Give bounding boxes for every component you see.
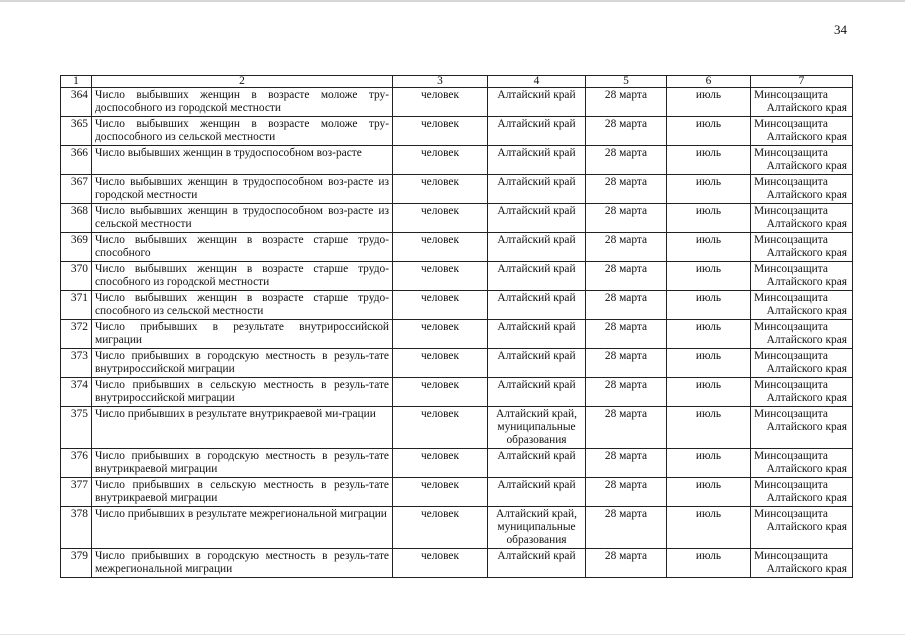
indicator-name-cell: Число прибывших в результате внутрикраевой ми-грации	[92, 407, 393, 449]
unit-cell: человек	[393, 233, 488, 262]
month-cell: июль	[667, 88, 751, 117]
month-cell: июль	[667, 233, 751, 262]
responsible-org-cell	[751, 507, 853, 549]
date-cell: 28 марта	[586, 449, 667, 478]
table-row	[61, 233, 853, 262]
unit-cell: человек	[393, 117, 488, 146]
table-row	[61, 291, 853, 320]
date-cell: 28 марта	[586, 204, 667, 233]
org-line-2: Алтайского края	[766, 189, 847, 201]
org-line-2: Алтайского края	[766, 463, 847, 475]
org-line-2: Алтайского края	[766, 363, 847, 375]
indicator-name-cell: Число выбывших женщин в трудоспособном воз-расте	[92, 146, 393, 175]
region-cell: Алтайский край	[488, 378, 586, 407]
date-cell: 28 марта	[586, 146, 667, 175]
org-line-1: Минсоцзащита	[754, 176, 828, 188]
org-line-1: Минсоцзащита	[754, 118, 828, 130]
header-col-1: 1	[61, 76, 92, 88]
row-number-cell: 373	[61, 349, 92, 378]
indicator-name-cell: Число выбывших женщин в трудоспособном воз-расте из городской местности	[92, 175, 393, 204]
month-cell: июль	[667, 449, 751, 478]
date-cell: 28 марта	[586, 291, 667, 320]
org-line-1: Минсоцзащита	[754, 292, 828, 304]
unit-cell: человек	[393, 478, 488, 507]
row-number-cell: 376	[61, 449, 92, 478]
date-cell: 28 марта	[586, 507, 667, 549]
indicator-name-cell: Число выбывших женщин в возрасте моложе тру-доспособного из городской местности	[92, 88, 393, 117]
org-line-1: Минсоцзащита	[754, 147, 828, 159]
org-line-1: Минсоцзащита	[754, 234, 828, 246]
org-line-1: Минсоцзащита	[754, 263, 828, 275]
date-cell: 28 марта	[586, 233, 667, 262]
header-col-3: 3	[393, 76, 488, 88]
org-line-2: Алтайского края	[766, 334, 847, 346]
header-col-6: 6	[667, 76, 751, 88]
responsible-org-cell	[751, 175, 853, 204]
month-cell: июль	[667, 349, 751, 378]
bottom-scan-edge	[0, 634, 905, 635]
org-line-1: Минсоцзащита	[754, 508, 828, 520]
responsible-org-cell	[751, 262, 853, 291]
region-cell: Алтайский край	[488, 175, 586, 204]
org-line-1: Минсоцзащита	[754, 408, 828, 420]
row-number-cell: 377	[61, 478, 92, 507]
responsible-org-cell	[751, 88, 853, 117]
org-line-1: Минсоцзащита	[754, 379, 828, 391]
date-cell: 28 марта	[586, 117, 667, 146]
org-line-1: Минсоцзащита	[754, 479, 828, 491]
month-cell: июль	[667, 320, 751, 349]
region-cell: Алтайский край	[488, 449, 586, 478]
table-row	[61, 478, 853, 507]
indicator-name-cell: Число выбывших женщин в трудоспособном воз-расте из сельской местности	[92, 204, 393, 233]
region-cell: Алтайский край	[488, 117, 586, 146]
table-row	[61, 262, 853, 291]
indicator-name-cell: Число прибывших в городскую местность в резуль-тате межрегиональной миграции	[92, 549, 393, 578]
org-line-2: Алтайского края	[766, 218, 847, 230]
responsible-org-cell	[751, 378, 853, 407]
unit-cell: человек	[393, 320, 488, 349]
indicator-name-cell: Число выбывших женщин в возрасте старше трудо-способного из городской местности	[92, 262, 393, 291]
responsible-org-cell	[751, 407, 853, 449]
date-cell: 28 марта	[586, 478, 667, 507]
row-number-cell: 369	[61, 233, 92, 262]
unit-cell: человек	[393, 88, 488, 117]
unit-cell: человек	[393, 204, 488, 233]
month-cell: июль	[667, 117, 751, 146]
month-cell: июль	[667, 507, 751, 549]
responsible-org-cell	[751, 146, 853, 175]
org-line-2: Алтайского края	[766, 563, 847, 575]
table-row	[61, 407, 853, 449]
header-col-7: 7	[751, 76, 853, 88]
org-line-2: Алтайского края	[766, 276, 847, 288]
indicator-name-cell: Число выбывших женщин в возрасте старше трудо-способного из сельской местности	[92, 291, 393, 320]
org-line-2: Алтайского края	[766, 247, 847, 259]
indicator-name-cell: Число прибывших в результате межрегиональной миграции	[92, 507, 393, 549]
unit-cell: человек	[393, 507, 488, 549]
region-cell: Алтайский край	[488, 88, 586, 117]
org-line-1: Минсоцзащита	[754, 550, 828, 562]
unit-cell: человек	[393, 146, 488, 175]
indicator-name-cell: Число выбывших женщин в возрасте старше трудо-способного	[92, 233, 393, 262]
responsible-org-cell	[751, 320, 853, 349]
indicator-name-cell: Число прибывших в городскую местность в резуль-тате внутрироссийской миграции	[92, 349, 393, 378]
row-number-cell: 375	[61, 407, 92, 449]
responsible-org-cell	[751, 549, 853, 578]
row-number-cell: 371	[61, 291, 92, 320]
org-line-2: Алтайского края	[766, 492, 847, 504]
row-number-cell: 379	[61, 549, 92, 578]
indicator-table	[60, 75, 853, 578]
table-body	[61, 88, 853, 578]
indicator-name-cell: Число выбывших женщин в возрасте моложе тру-доспособного из сельской местности	[92, 117, 393, 146]
month-cell: июль	[667, 478, 751, 507]
table-header-row	[61, 76, 853, 88]
row-number-cell: 364	[61, 88, 92, 117]
unit-cell: человек	[393, 449, 488, 478]
date-cell: 28 марта	[586, 407, 667, 449]
date-cell: 28 марта	[586, 262, 667, 291]
region-cell: Алтайский край	[488, 204, 586, 233]
row-number-cell: 368	[61, 204, 92, 233]
month-cell: июль	[667, 378, 751, 407]
responsible-org-cell	[751, 349, 853, 378]
row-number-cell: 378	[61, 507, 92, 549]
region-cell: Алтайский край	[488, 233, 586, 262]
row-number-cell: 365	[61, 117, 92, 146]
date-cell: 28 марта	[586, 320, 667, 349]
month-cell: июль	[667, 175, 751, 204]
responsible-org-cell	[751, 233, 853, 262]
org-line-1: Минсоцзащита	[754, 450, 828, 462]
row-number-cell: 366	[61, 146, 92, 175]
org-line-2: Алтайского края	[766, 131, 847, 143]
unit-cell: человек	[393, 262, 488, 291]
region-cell: Алтайский край, муниципальные образования	[488, 507, 586, 549]
table-row	[61, 378, 853, 407]
org-line-2: Алтайского края	[766, 421, 847, 433]
table-row	[61, 175, 853, 204]
header-col-2: 2	[92, 76, 393, 88]
unit-cell: человек	[393, 349, 488, 378]
indicator-name-cell: Число прибывших в городскую местность в резуль-тате внутрикраевой миграции	[92, 449, 393, 478]
top-scan-edge	[0, 0, 905, 2]
responsible-org-cell	[751, 478, 853, 507]
month-cell: июль	[667, 262, 751, 291]
unit-cell: человек	[393, 291, 488, 320]
table-row	[61, 449, 853, 478]
org-line-2: Алтайского края	[766, 102, 847, 114]
table-row	[61, 349, 853, 378]
org-line-2: Алтайского края	[766, 521, 847, 533]
month-cell: июль	[667, 407, 751, 449]
region-cell: Алтайский край	[488, 320, 586, 349]
org-line-2: Алтайского края	[766, 392, 847, 404]
indicator-name-cell: Число прибывших в сельскую местность в резуль-тате внутрироссийской миграции	[92, 378, 393, 407]
table-row	[61, 549, 853, 578]
unit-cell: человек	[393, 549, 488, 578]
month-cell: июль	[667, 204, 751, 233]
month-cell: июль	[667, 549, 751, 578]
region-cell: Алтайский край	[488, 262, 586, 291]
header-col-5: 5	[586, 76, 667, 88]
region-cell: Алтайский край	[488, 146, 586, 175]
indicator-name-cell: Число прибывших в результате внутрироссийской миграции	[92, 320, 393, 349]
org-line-2: Алтайского края	[766, 305, 847, 317]
date-cell: 28 марта	[586, 549, 667, 578]
region-cell: Алтайский край, муниципальные образования	[488, 407, 586, 449]
unit-cell: человек	[393, 378, 488, 407]
table-row	[61, 320, 853, 349]
org-line-1: Минсоцзащита	[754, 205, 828, 217]
row-number-cell: 367	[61, 175, 92, 204]
table-row	[61, 146, 853, 175]
table-row	[61, 204, 853, 233]
region-cell: Алтайский край	[488, 349, 586, 378]
row-number-cell: 374	[61, 378, 92, 407]
table-row	[61, 117, 853, 146]
date-cell: 28 марта	[586, 175, 667, 204]
region-cell: Алтайский край	[488, 478, 586, 507]
responsible-org-cell	[751, 449, 853, 478]
row-number-cell: 370	[61, 262, 92, 291]
date-cell: 28 марта	[586, 378, 667, 407]
unit-cell: человек	[393, 175, 488, 204]
table-row	[61, 88, 853, 117]
responsible-org-cell	[751, 117, 853, 146]
month-cell: июль	[667, 146, 751, 175]
org-line-1: Минсоцзащита	[754, 89, 828, 101]
row-number-cell: 372	[61, 320, 92, 349]
org-line-2: Алтайского края	[766, 160, 847, 172]
responsible-org-cell	[751, 204, 853, 233]
responsible-org-cell	[751, 291, 853, 320]
org-line-1: Минсоцзащита	[754, 350, 828, 362]
unit-cell: человек	[393, 407, 488, 449]
table-row	[61, 507, 853, 549]
indicator-name-cell: Число прибывших в сельскую местность в резуль-тате внутрикраевой миграции	[92, 478, 393, 507]
date-cell: 28 марта	[586, 88, 667, 117]
month-cell: июль	[667, 291, 751, 320]
region-cell: Алтайский край	[488, 291, 586, 320]
region-cell: Алтайский край	[488, 549, 586, 578]
header-col-4: 4	[488, 76, 586, 88]
org-line-1: Минсоцзащита	[754, 321, 828, 333]
page-number: 34	[834, 22, 847, 37]
date-cell: 28 марта	[586, 349, 667, 378]
